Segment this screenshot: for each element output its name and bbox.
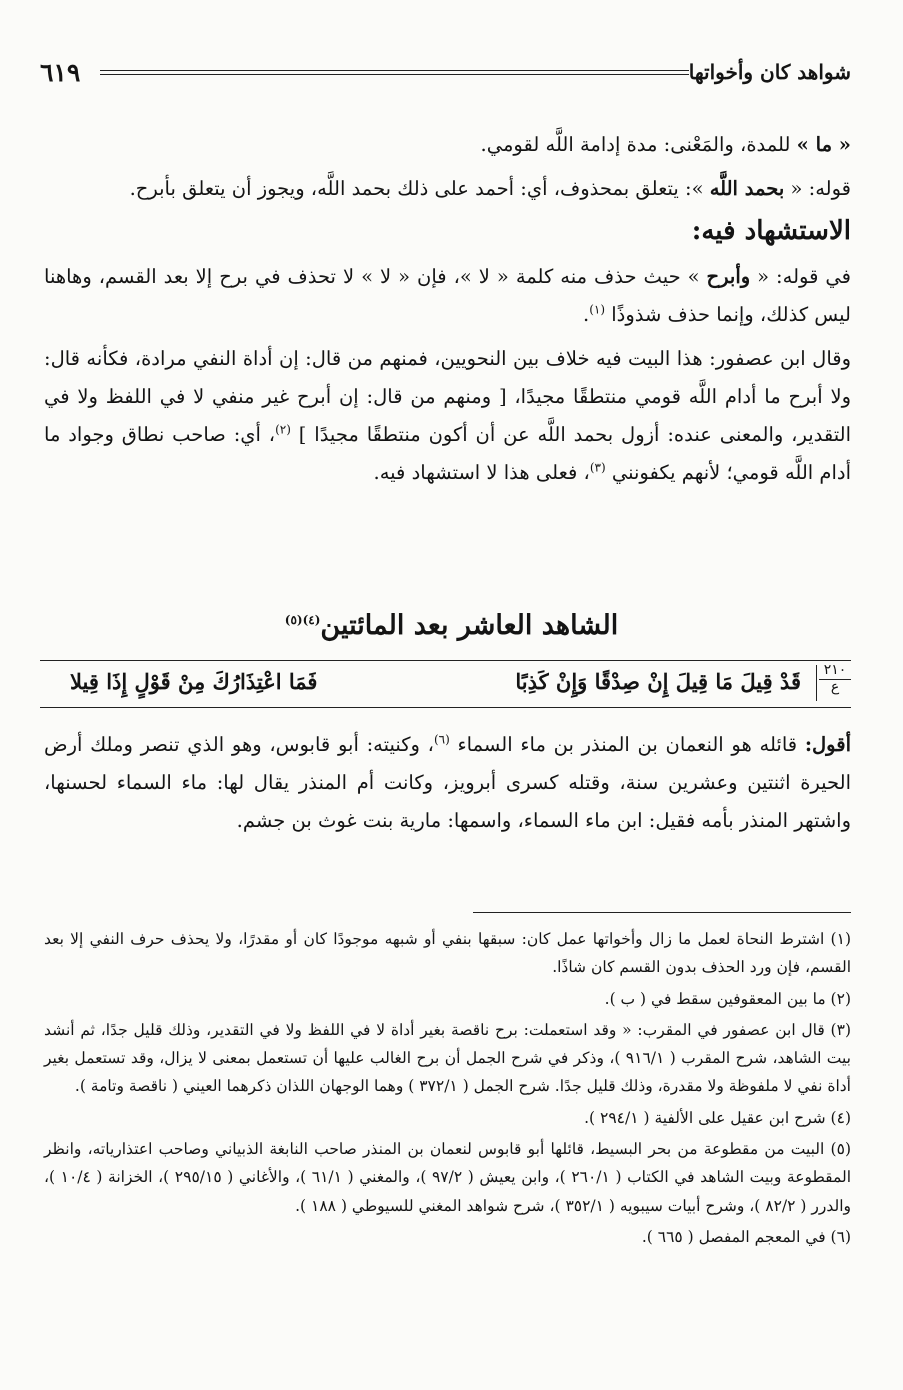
footnote-ref: (٣) — [589, 460, 606, 475]
verse-number-separator — [816, 665, 817, 701]
page-header — [40, 58, 851, 94]
paragraph-3: في قوله: « وأبرح » حيث حذف منه كلمة « لا »، فإن « لا » لا تحذف في برح إلا بعد القسم، وهاهنا ليس كذلك، وإنما حذف شذوذًا $^{(١)}$. — [44, 265, 851, 326]
footnote-6: (٦) في المعجم المفصل ( ٦٦٥ ). — [641, 1227, 851, 1246]
verse-number: ٢١٠ ع — [819, 663, 851, 695]
footnote-3: (٣) قال ابن عصفور في المقرب: « وقد استعملت: برح ناقصة بغير أداة لا في اللفظ ولا في التقدير، وذلك قليل جدًا، ثم أنشد بيت الشاهد، شرح المقرب ( ٩١٦/١ )، وذكر في شرح الجمل أن برح الغالب عليها أن تستعمل بمعنى لا يزال، وقد تستعمل بغير أداة نفي لا ملفوظة ولا مقدرة، وذلك قليل جدًا. شرح الجمل ( ٣٧٢/١ ) وهما الوجهان اللذان ذكرهما العيني ( ناقصة وتامة ). — [44, 1020, 851, 1096]
header-rule — [100, 70, 689, 75]
paragraph-2: قوله: « بحمد اللَّه »: يتعلق بمحذوف، أي: أحمد على ذلك بحمد اللَّه، ويجوز أن يتعلق بأبرح. — [129, 177, 851, 200]
witness-title: الشاهد العاشر بعد المائتين$^{(٤)(٥)}$ — [284, 610, 619, 641]
main-text — [44, 126, 851, 492]
paragraph-1: « ما » للمدة، والمَعْنى: مدة إدامة اللَّه لقومي. — [480, 133, 851, 156]
footnotes — [44, 925, 851, 1251]
footnote-4: (٤) شرح ابن عقيل على الألفية ( ٢٩٤/١ ). — [584, 1108, 851, 1127]
footnote-ref: (١) — [589, 302, 606, 317]
footnote-5: (٥) البيت من مقطوعة من بحر البسيط، قائلها أبو قابوس لنعمان بن المنذر صاحب النابغة الذبياني وصاحب اعتذارياته، وانظر المقطوعة وبيت الشاهد في الكتاب ( ٢٦٠/١ )، وابن يعيش ( ٩٧/٢ )، والمغني ( ٦١/١ )، والأغاني ( ٢٩٥/١٥ )، الخزانة ( ١٠/٤ )، والدرر ( ٨٢/٢ )، وشرح أبيات سيبويه ( ٣٥٢/١ )، شرح شواهد المغني للسيوطي ( ١٨٨ ). — [44, 1140, 852, 1215]
footnote-ref: (٤)(٥) — [284, 613, 321, 627]
paragraph-4: وقال ابن عصفور: هذا البيت فيه خلاف بين النحويين، فمنهم من قال: إن أداة النفي مرادة، فكأنه قال: ولا أبرح ما أدام اللَّه قومي منتطقًا مجيدًا، [ ومنهم من قال: إن أبرح غير منفي لا في اللفظ ولا في التقدير، والمعنى عنده: أزول بحمد اللَّه عن أن أكون منتطقًا مجيدًا ] $^{(٢)}$، أي: صاحب نطاق وجواد ما أدام اللَّه قومي؛ لأنهم يكفونني $^{(٣)}$، فعلى هذا لا استشهاد فيه. — [44, 347, 852, 484]
verse-box — [40, 660, 851, 708]
commentary — [44, 726, 851, 840]
section-heading: الاستشهاد فيه: — [691, 216, 851, 246]
second-hemistich: فَمَا اعْتِذَارُكَ مِنْ قَوْلٍ إِذَا قِيلا — [70, 669, 318, 694]
footnote-2: (٢) ما بين المعقوفين سقط في ( ب ). — [604, 989, 851, 1008]
running-title: شواهد كان وأخواتها — [688, 60, 851, 84]
commentary-paragraph: أقول: قائله هو النعمان بن المنذر بن ماء السماء $^{(٦)}$، وكنيته: أبو قابوس، وهو الذي تنصر وملك أرض الحيرة اثنتين وعشرين سنة، وقتله كسرى أبرويز، وكانت أم المنذر يقال لها: ماء السماء لحسنها، واشتهر المنذر بأمه فقيل: ابن ماء السماء، واسمها: مارية بنت غوث بن جشم. — [44, 732, 851, 832]
footnote-rule — [473, 912, 851, 913]
first-hemistich: قَدْ قِيلَ مَا قِيلَ إِنْ صِدْقًا وَإِنْ كَذِبًا — [515, 669, 801, 694]
page-number: ٦١٩ — [40, 58, 81, 87]
footnote-1: (١) اشترط النحاة لعمل ما زال وأخواتها عمل كان: سبقها بنفي أو شبهه موجودًا كان أو مقدرًا، ولا يحذف حرف النفي إلا بعد القسم، فإن ورد الحذف بدون القسم كان شاذًا. — [44, 930, 851, 977]
footnote-ref: (٦) — [433, 732, 450, 747]
footnote-ref: (٢) — [275, 422, 291, 437]
